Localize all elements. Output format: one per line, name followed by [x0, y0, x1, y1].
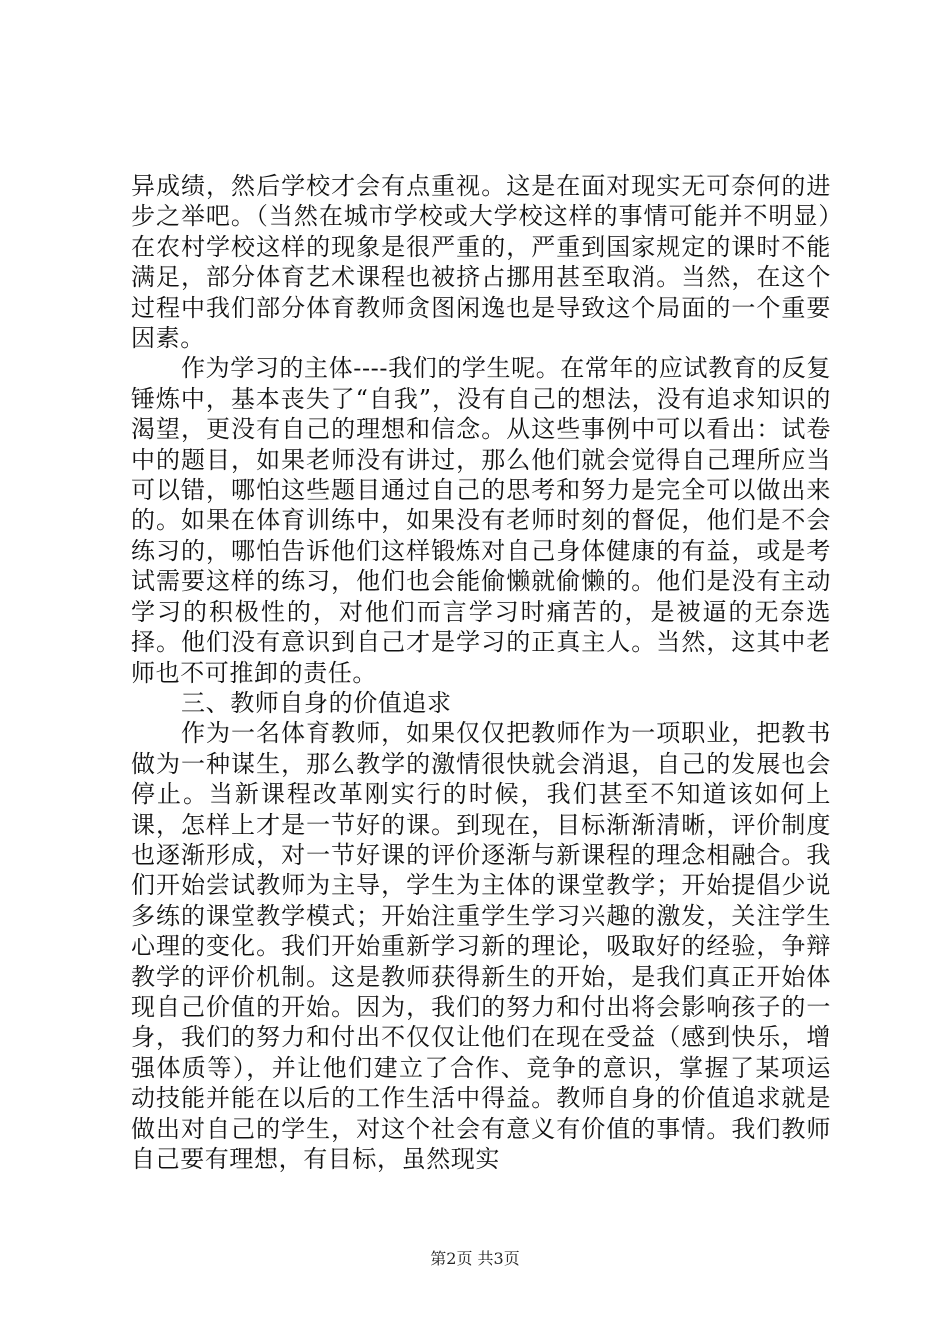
paragraph-teacher-value: 作为一名体育教师，如果仅仅把教师作为一项职业，把教书做为一种谋生，那么教学的激情很快就会消退，自己的发展也会停止。当新课程改革刚实行的时候，我们甚至不知道该如何上课，怎样上才是一节好的课。到现在，目标渐渐清晰，评价制度也逐渐形成，对一节好课的评价逐渐与新课程的理念相融合。我们开始尝试教师为主导，学生为主体的课堂教学；开始提倡少说多练的课堂教学模式；开始注重学生学习兴趣的激发，关注学生心理的变化。我们开始重新学习新的理论，吸取好的经验，争辩教学的评价机制。这是教师获得新生的开始，是我们真正开始体现自己价值的开始。因为，我们的努力和付出将会影响孩子的一身，我们的努力和付出不仅仅让他们在现在受益（感到快乐，增强体质等），并让他们建立了合作、竞争的意识，掌握了某项运动技能并能在以后的工作生活中得益。教师自身的价值追求就是做出对自己的学生，对这个社会有意义有价值的事情。我们教师自己要有理想，有目标，虽然现实	[131, 719, 831, 1173]
paragraph-continued: 异成绩，然后学校才会有点重视。这是在面对现实无可奈何的进步之举吧。（当然在城市学校或大学校这样的事情可能并不明显）在农村学校这样的现象是很严重的，严重到国家规定的课时不能满足，部分体育艺术课程也被挤占挪用甚至取消。当然，在这个过程中我们部分体育教师贪图闲逸也是导致这个局面的一个重要因素。	[131, 172, 831, 353]
document-body	[131, 171, 831, 1174]
section-heading: 三、教师自身的价值追求	[181, 688, 452, 717]
page-number: 第2页 共3页	[430, 1249, 520, 1268]
paragraph-students: 作为学习的主体----我们的学生呢。在常年的应试教育的反复锤炼中，基本丧失了“自我”，没有自己的想法，没有追求知识的渴望，更没有自己的理想和信念。从这些事例中可以看出：试卷中的题目，如果老师没有讲过，那么他们就会觉得自己理所应当可以错，哪怕这些题目通过自己的思考和努力是完全可以做出来的。如果在体育训练中，如果没有老师时刻的督促，他们是不会练习的，哪怕告诉他们这样锻炼对自己身体健康的有益，或是考试需要这样的练习，他们也会能偷懒就偷懒的。他们是没有主动学习的积极性的，对他们而言学习时痛苦的，是被逼的无奈选择。他们没有意识到自己才是学习的正真主人。当然，这其中老师也不可推卸的责任。	[131, 354, 831, 687]
